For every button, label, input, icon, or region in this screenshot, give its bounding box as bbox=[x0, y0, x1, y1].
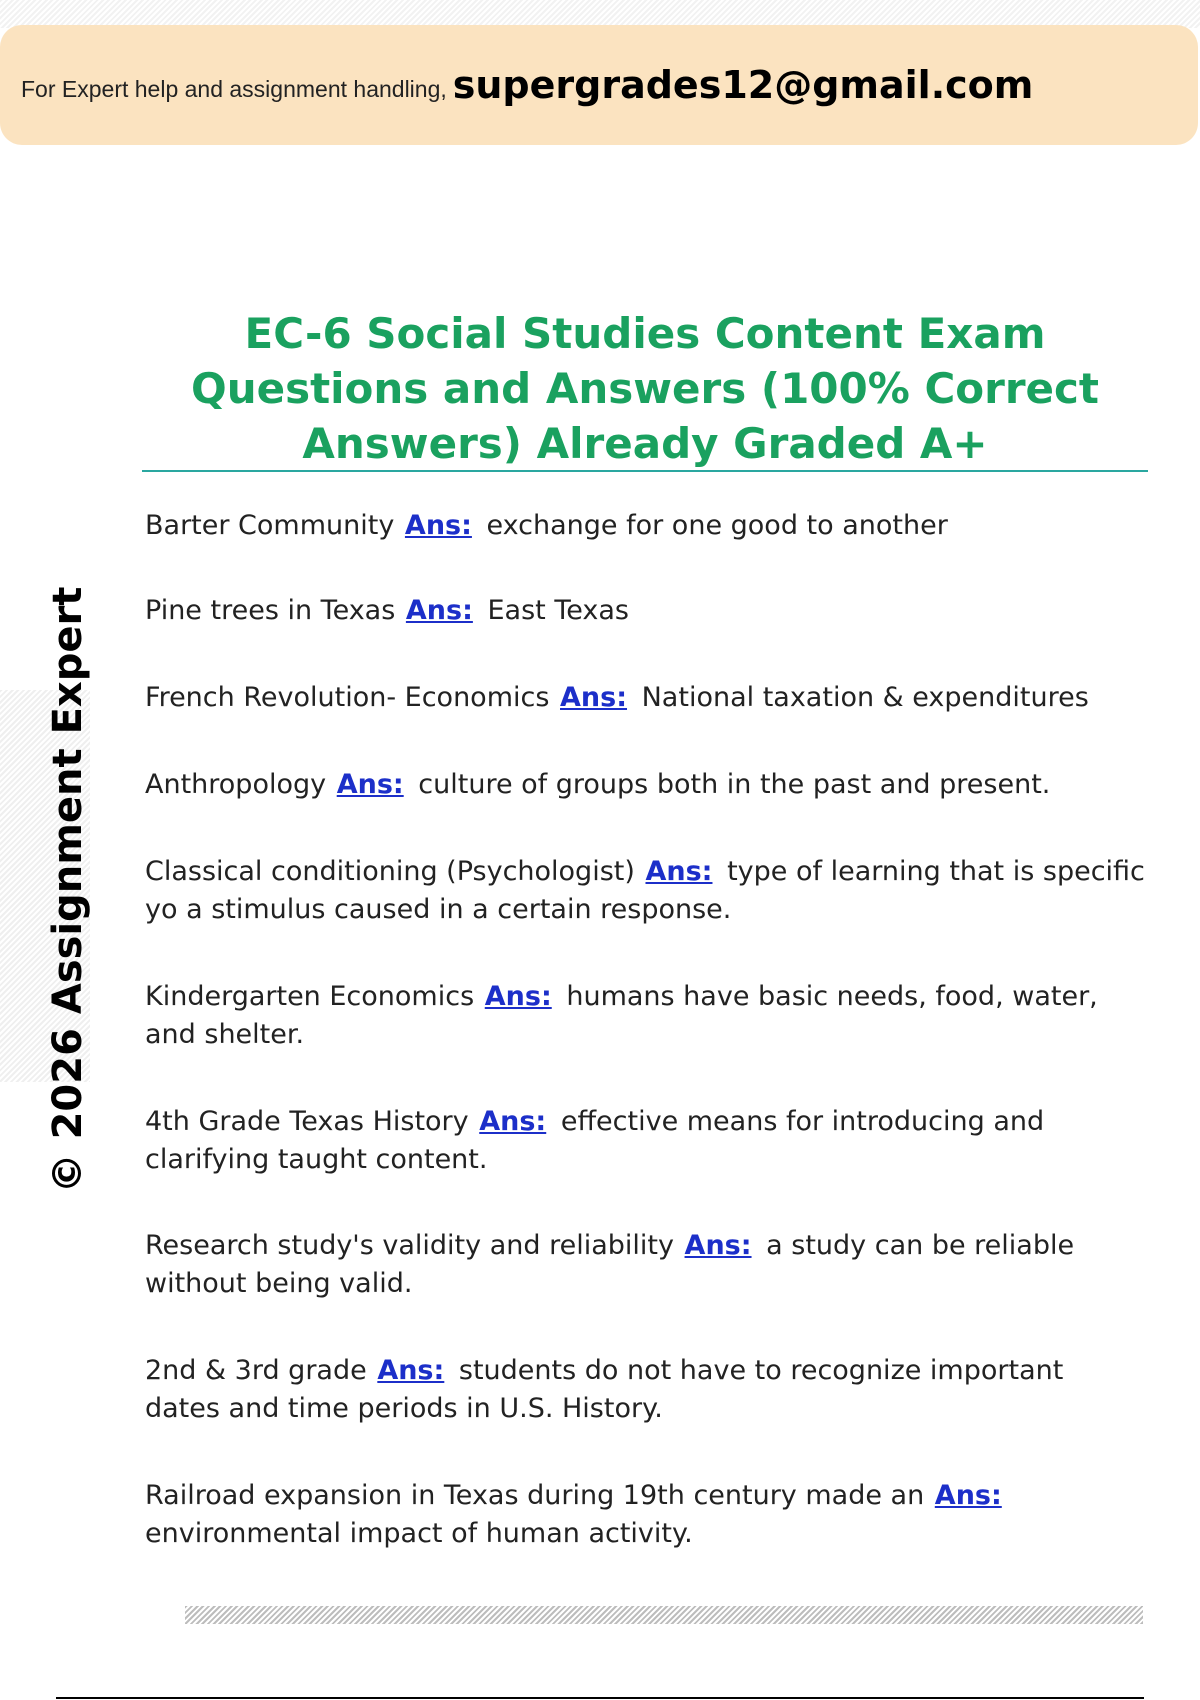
contact-banner bbox=[0, 25, 1198, 145]
document-title: EC-6 Social Studies Content Exam Questions and Answers (100% Correct Answers) Already Graded A+ bbox=[190, 309, 1100, 468]
banner-email[interactable]: supergrades12@gmail.com bbox=[452, 63, 1034, 107]
question-text: Kindergarten Economics bbox=[145, 981, 475, 1012]
answer-label: Ans: bbox=[336, 769, 404, 800]
answer-text: students do not have to recognize important dates and time periods in U.S. History. bbox=[145, 1355, 1064, 1424]
title-divider bbox=[142, 470, 1148, 472]
qa-item bbox=[145, 507, 1145, 545]
answer-label: Ans: bbox=[684, 1230, 752, 1261]
answer-label: Ans: bbox=[934, 1480, 1002, 1511]
qa-item bbox=[145, 853, 1145, 929]
answer-label: Ans: bbox=[479, 1106, 547, 1137]
answer-text: exchange for one good to another bbox=[486, 510, 948, 541]
question-text: 4th Grade Texas History bbox=[145, 1106, 469, 1137]
question-text: Barter Community bbox=[145, 510, 395, 541]
decorative-top-strip bbox=[0, 0, 1200, 28]
answer-label: Ans: bbox=[560, 682, 628, 713]
side-watermark: © 2026 Assignment Expert bbox=[45, 586, 91, 1194]
answer-label: Ans: bbox=[645, 856, 713, 887]
qa-item bbox=[145, 1103, 1145, 1179]
question-text: French Revolution- Economics bbox=[145, 682, 550, 713]
answer-text: effective means for introducing and clarifying taught content. bbox=[145, 1106, 1045, 1175]
question-text: Classical conditioning (Psychologist) bbox=[145, 856, 635, 887]
question-text: 2nd & 3rd grade bbox=[145, 1355, 367, 1386]
answer-text: a study can be reliable without being valid. bbox=[145, 1230, 1075, 1299]
answer-label: Ans: bbox=[484, 981, 552, 1012]
question-text: Railroad expansion in Texas during 19th century made an bbox=[145, 1480, 925, 1511]
answer-label: Ans: bbox=[405, 595, 473, 626]
answer-label: Ans: bbox=[377, 1355, 445, 1386]
answer-text: type of learning that is specific yo a stimulus caused in a certain response. bbox=[145, 856, 1145, 925]
qa-item bbox=[145, 592, 1145, 630]
answer-text: environmental impact of human activity. bbox=[145, 1518, 693, 1549]
question-text: Pine trees in Texas bbox=[145, 595, 396, 626]
question-text: Anthropology bbox=[145, 769, 327, 800]
qa-item bbox=[145, 978, 1145, 1054]
qa-item bbox=[145, 1352, 1145, 1428]
answer-text: East Texas bbox=[487, 595, 629, 626]
qa-item bbox=[145, 1477, 1145, 1553]
qa-item bbox=[145, 679, 1145, 717]
banner-text: For Expert help and assignment handling, bbox=[21, 75, 447, 102]
decorative-divider bbox=[185, 1606, 1143, 1624]
answer-text: culture of groups both in the past and present. bbox=[418, 769, 1051, 800]
qa-item bbox=[145, 766, 1145, 804]
answer-text: National taxation & expenditures bbox=[641, 682, 1089, 713]
answer-label: Ans: bbox=[404, 510, 472, 541]
question-text: Research study's validity and reliability bbox=[145, 1230, 674, 1261]
answer-text: humans have basic needs, food, water, and shelter. bbox=[145, 981, 1098, 1050]
page-bottom-rule bbox=[56, 1697, 1144, 1699]
qa-item bbox=[145, 1227, 1145, 1303]
